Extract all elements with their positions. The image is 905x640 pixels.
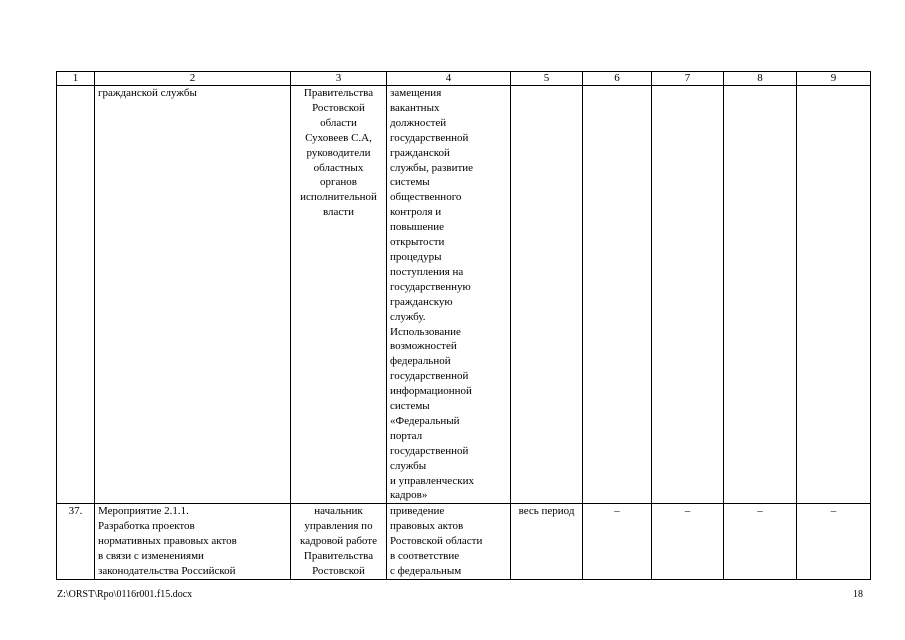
cont-cell-responsible	[291, 86, 387, 504]
cell-text-line: вакантных	[390, 101, 440, 114]
cell-text-line: поступления на	[390, 265, 464, 278]
cell-text-line: процедуры	[390, 250, 442, 263]
cell-text-line: и управленческих	[390, 474, 475, 487]
cell-text-line: системы	[390, 400, 430, 413]
cont-cell-col7	[652, 86, 724, 504]
cell-text-line: Правительства	[303, 87, 374, 99]
cell-text-line: информационной	[390, 385, 472, 398]
cell-text-line: федеральной	[390, 355, 451, 368]
cont-cell-col6	[583, 86, 652, 504]
row37-cell-col6: –	[583, 504, 652, 580]
cell-text-line: повышение	[390, 221, 444, 234]
row37-cell-responsible	[291, 504, 387, 580]
header-col-3: 3	[291, 72, 387, 86]
cell-text-line: кадровой работе	[300, 535, 377, 548]
cont-cell-title	[95, 86, 291, 504]
cell-text-line: Суховеев С.А,	[305, 131, 372, 144]
cell-text-line: государственной	[390, 370, 469, 383]
cell-text-line: области	[320, 116, 357, 129]
header-col-5: 5	[511, 72, 583, 86]
cont-cell-col8	[724, 86, 797, 504]
cell-text-line: гражданской	[390, 146, 450, 159]
cell-text-line: правовых актов	[390, 520, 464, 533]
row37-cell-col8: –	[724, 504, 797, 580]
cell-text-line: Правительства	[303, 550, 374, 563]
cell-text-line: замещения	[390, 87, 442, 99]
table-row-37	[57, 504, 871, 580]
cell-text-line: Ростовской области	[390, 535, 483, 548]
cell-text-line: гражданской службы	[98, 87, 197, 99]
cell-text-line: приведение	[390, 505, 445, 518]
cell-text-line: контроля и	[390, 206, 442, 219]
row37-cell-title	[95, 504, 291, 580]
footer-page-number: 18	[853, 589, 863, 600]
cell-text-line: управления по	[304, 520, 373, 533]
header-col-1: 1	[57, 72, 95, 86]
program-table	[56, 71, 871, 580]
header-col-9: 9	[797, 72, 871, 86]
row37-cell-number: 37.	[57, 504, 95, 580]
cell-text-line: Ростовской	[312, 565, 365, 577]
cell-text-line: государственной	[390, 131, 469, 144]
cell-text-line: нормативных правовых актов	[98, 535, 237, 548]
cell-text-line: государственную	[390, 280, 471, 293]
row37-cell-result	[387, 504, 511, 580]
cell-text-line: руководители	[306, 146, 371, 159]
header-col-7: 7	[652, 72, 724, 86]
cell-text-line: службы, развитие	[390, 161, 474, 174]
cell-text-line: в связи с изменениями	[98, 550, 204, 563]
cell-text-line: областных	[313, 161, 364, 174]
cell-text-line: Использование	[390, 325, 461, 338]
cell-text-line: Разработка проектов	[98, 520, 195, 533]
row37-cell-col7: –	[652, 504, 724, 580]
header-col-4: 4	[387, 72, 511, 86]
header-col-8: 8	[724, 72, 797, 86]
row37-cell-period: весь период	[511, 504, 583, 580]
cell-text-line: системы	[390, 176, 430, 189]
cell-text-line: должностей	[390, 116, 447, 129]
cell-text-line: портал	[390, 429, 423, 442]
cell-text-line: с федеральным	[390, 565, 462, 577]
cell-text-line: государственной	[390, 444, 469, 457]
footer-file-path: Z:\ORST\Rpo\0116r001.f15.docx	[57, 589, 193, 600]
cell-text-line: кадров»	[390, 489, 428, 502]
cont-cell-number	[57, 86, 95, 504]
cell-text-line: в соответствие	[390, 550, 460, 563]
cell-text-line: органов	[320, 176, 357, 189]
cell-text-line: гражданскую	[390, 295, 453, 308]
cell-text-line: начальник	[314, 505, 363, 518]
cont-cell-period	[511, 86, 583, 504]
cell-text-line: общественного	[390, 191, 462, 204]
cell-text-line: возможностей	[390, 340, 457, 353]
cont-cell-result	[387, 86, 511, 504]
cell-text-line: законодательства Российской	[98, 565, 236, 577]
row37-cell-col9: –	[797, 504, 871, 580]
header-row	[57, 72, 871, 86]
cell-text-line: открытости	[390, 236, 445, 249]
table-row-continuation	[57, 86, 871, 504]
cell-text-line: Мероприятие 2.1.1.	[98, 505, 189, 518]
cell-text-line: службу.	[390, 310, 426, 323]
cell-text-line: исполнительной	[300, 191, 377, 204]
header-col-2: 2	[95, 72, 291, 86]
cell-text-line: «Федеральный	[390, 414, 460, 427]
cont-cell-col9	[797, 86, 871, 504]
cell-text-line: власти	[323, 206, 354, 219]
cell-text-line: Ростовской	[312, 101, 365, 114]
header-col-6: 6	[583, 72, 652, 86]
cell-text-line: службы	[390, 459, 427, 472]
